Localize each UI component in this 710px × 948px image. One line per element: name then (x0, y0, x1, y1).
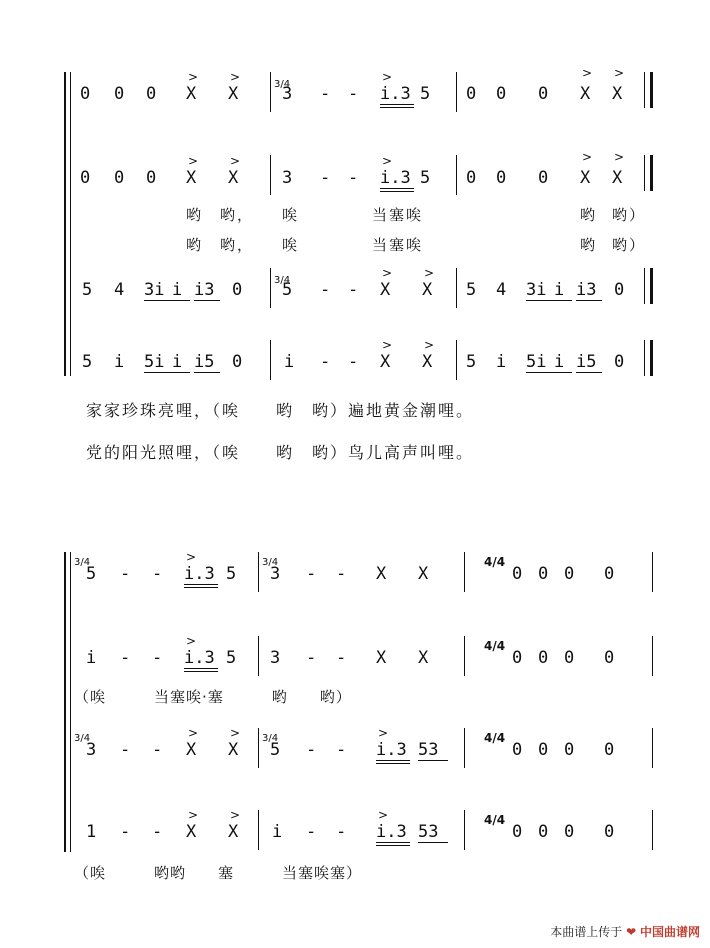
barline (270, 340, 271, 380)
note: 0 (614, 352, 625, 372)
note: - (152, 822, 163, 842)
barline (456, 340, 457, 380)
end-barline (644, 268, 645, 304)
barline (464, 636, 465, 676)
underline (376, 842, 410, 843)
accent-mark: > (188, 726, 199, 740)
time-signature: 4/4 (484, 731, 506, 745)
note: 0 (146, 84, 157, 104)
underline (184, 671, 218, 672)
note: X (418, 564, 429, 584)
lyric-line: （唉 当塞唉·塞 哟 哟） (74, 688, 352, 706)
accent-mark: > (614, 66, 625, 80)
barline (270, 268, 271, 308)
note: - (348, 168, 359, 188)
end-barline-thick (650, 268, 653, 304)
note: X (376, 564, 387, 584)
note: 0 (538, 84, 549, 104)
note: 53 (418, 740, 439, 760)
note: X (228, 168, 239, 188)
lyric-word: 哟， (220, 236, 255, 254)
note: - (348, 84, 359, 104)
barline (652, 636, 653, 676)
note: 0 (604, 564, 615, 584)
note: 1 (86, 822, 97, 842)
underline (376, 760, 410, 761)
note: - (306, 740, 317, 760)
barline (270, 155, 271, 195)
underline (184, 584, 218, 585)
note: - (320, 84, 331, 104)
lyric-word: 哟 (580, 236, 598, 254)
note: 5 (420, 168, 431, 188)
note: 3 (282, 84, 293, 104)
accent-mark: > (582, 150, 593, 164)
underline (380, 104, 414, 105)
note: - (348, 280, 359, 300)
note: X (186, 84, 197, 104)
note: i (272, 822, 283, 842)
end-barline-thick (650, 155, 653, 191)
note: X (422, 352, 433, 372)
footer-credit (550, 923, 700, 940)
lyric-word: 哟 (580, 206, 598, 224)
barline (464, 728, 465, 768)
accent-mark: > (186, 634, 197, 648)
lyric-word: 哟 (186, 206, 204, 224)
system-brace (64, 552, 66, 852)
note: 5 (466, 280, 477, 300)
lyric-word: 唉 (282, 236, 300, 254)
note: 5 (226, 648, 237, 668)
underline (576, 300, 602, 301)
accent-mark: > (424, 338, 435, 352)
accent-mark: > (230, 808, 241, 822)
underline (184, 587, 218, 588)
note: i3 (576, 280, 597, 300)
accent-mark: > (614, 150, 625, 164)
note: X (418, 648, 429, 668)
note: 0 (496, 84, 507, 104)
note: i (172, 352, 183, 372)
note: 0 (538, 564, 549, 584)
accent-mark: > (230, 70, 241, 84)
note: i (554, 280, 565, 300)
note: 5 (226, 564, 237, 584)
note: 4 (114, 280, 125, 300)
note: 0 (604, 822, 615, 842)
lyric-word: 当塞唉 (372, 236, 424, 254)
note: 0 (512, 740, 523, 760)
accent-mark: > (230, 726, 241, 740)
underline (418, 842, 448, 843)
barline (464, 810, 465, 850)
note: - (152, 648, 163, 668)
note: 0 (614, 280, 625, 300)
lyric-word: 哟， (220, 206, 255, 224)
note: X (186, 822, 197, 842)
note: 0 (512, 822, 523, 842)
verse-line: 家家珍珠亮哩，（唉 哟 哟）遍地黄金潮哩。 (86, 401, 475, 420)
end-barline-thick (650, 72, 653, 108)
note: i (86, 648, 97, 668)
note: i5 (576, 352, 597, 372)
note: 5 (82, 280, 93, 300)
note: 0 (512, 648, 523, 668)
underline (380, 107, 414, 108)
note: i.3 (376, 822, 407, 842)
note: - (306, 648, 317, 668)
note: 0 (80, 84, 91, 104)
note: 5 (82, 352, 93, 372)
note: - (152, 564, 163, 584)
note: 0 (232, 280, 243, 300)
system-barline (70, 72, 71, 376)
end-barline (644, 72, 645, 108)
footer-brand[interactable]: 中国曲谱网 (639, 925, 700, 939)
time-signature: 3/4 (74, 733, 91, 744)
barline (652, 810, 653, 850)
note: - (320, 280, 331, 300)
time-signature: 3/4 (262, 733, 279, 744)
note: - (320, 352, 331, 372)
note: i.3 (376, 740, 407, 760)
underline (526, 300, 572, 301)
time-signature: 4/4 (484, 813, 506, 827)
note: X (612, 168, 623, 188)
lyric-word: 唉 (282, 206, 300, 224)
note: 0 (604, 740, 615, 760)
note: X (580, 84, 591, 104)
note: 5i (144, 352, 165, 372)
barline (456, 72, 457, 112)
note: 53 (418, 822, 439, 842)
note: 0 (538, 168, 549, 188)
note: 0 (466, 168, 477, 188)
system-barline (70, 552, 71, 852)
note: i.3 (184, 564, 215, 584)
note: 4 (496, 280, 507, 300)
note: 0 (146, 168, 157, 188)
note: 3i (144, 280, 165, 300)
note: 5 (466, 352, 477, 372)
note: 5 (270, 740, 281, 760)
note: - (120, 740, 131, 760)
time-signature: 3/4 (274, 275, 291, 286)
note: 3 (282, 168, 293, 188)
time-signature: 4/4 (484, 555, 506, 569)
footer-prefix: 本曲谱上传于 (550, 925, 623, 939)
time-signature: 4/4 (484, 639, 506, 653)
note: 3 (86, 740, 97, 760)
note: 5 (282, 280, 293, 300)
accent-mark: > (188, 808, 199, 822)
accent-mark: > (230, 154, 241, 168)
barline (456, 155, 457, 195)
note: 0 (604, 648, 615, 668)
underline (380, 191, 414, 192)
note: 0 (496, 168, 507, 188)
lyric-word: 哟） (612, 206, 647, 224)
barline (258, 552, 259, 592)
note: i (496, 352, 507, 372)
time-signature: 3/4 (262, 557, 279, 568)
underline (380, 188, 414, 189)
verse-line: 党的阳光照哩，（唉 哟 哟）鸟儿高声叫哩。 (86, 443, 475, 462)
underline (376, 763, 410, 764)
accent-mark: > (382, 266, 393, 280)
time-signature: 3/4 (74, 557, 91, 568)
underline (376, 845, 410, 846)
end-barline (644, 155, 645, 191)
lyric-word: 哟） (612, 236, 647, 254)
note: i.3 (380, 84, 411, 104)
note: X (186, 168, 197, 188)
note: - (152, 740, 163, 760)
accent-mark: > (382, 70, 393, 84)
underline (184, 668, 218, 669)
note: - (336, 648, 347, 668)
note: 0 (114, 168, 125, 188)
time-signature: 3/4 (274, 79, 291, 90)
note: X (228, 84, 239, 104)
note: - (120, 822, 131, 842)
note: X (380, 352, 391, 372)
note: 0 (564, 822, 575, 842)
note: X (186, 740, 197, 760)
barline (456, 268, 457, 308)
system-brace (64, 72, 66, 376)
lyric-word: 当塞唉 (372, 206, 424, 224)
note: i (284, 352, 295, 372)
note: - (120, 648, 131, 668)
barline (270, 72, 271, 112)
note: i (172, 280, 183, 300)
barline (258, 810, 259, 850)
note: 0 (466, 84, 477, 104)
note: X (376, 648, 387, 668)
note: - (336, 822, 347, 842)
note: i (114, 352, 125, 372)
underline (194, 300, 220, 301)
note: 0 (564, 740, 575, 760)
accent-mark: > (188, 154, 199, 168)
underline (194, 372, 220, 373)
lyric-word: 哟 (186, 236, 204, 254)
barline (258, 728, 259, 768)
note: - (336, 564, 347, 584)
note: - (120, 564, 131, 584)
underline (526, 372, 572, 373)
underline (576, 372, 602, 373)
barline (258, 636, 259, 676)
note: i (554, 352, 565, 372)
accent-mark: > (186, 550, 197, 564)
note: i.3 (380, 168, 411, 188)
note: 0 (538, 822, 549, 842)
note: X (422, 280, 433, 300)
note: 0 (114, 84, 125, 104)
logo-icon: ❤ (626, 925, 637, 939)
accent-mark: > (382, 338, 393, 352)
note: i3 (194, 280, 215, 300)
barline (652, 552, 653, 592)
note: 0 (512, 564, 523, 584)
note: - (348, 352, 359, 372)
note: 5 (420, 84, 431, 104)
note: - (336, 740, 347, 760)
note: i5 (194, 352, 215, 372)
underline (144, 300, 190, 301)
note: 3i (526, 280, 547, 300)
note: 0 (80, 168, 91, 188)
note: X (580, 168, 591, 188)
accent-mark: > (188, 70, 199, 84)
note: 0 (564, 648, 575, 668)
note: 3 (270, 564, 281, 584)
note: 0 (538, 648, 549, 668)
note: X (380, 280, 391, 300)
note: X (228, 740, 239, 760)
note: - (306, 822, 317, 842)
barline (652, 728, 653, 768)
note: X (228, 822, 239, 842)
end-barline-thick (650, 340, 653, 376)
note: 5i (526, 352, 547, 372)
accent-mark: > (378, 808, 389, 822)
note: 0 (564, 564, 575, 584)
underline (418, 760, 448, 761)
accent-mark: > (582, 66, 593, 80)
note: 3 (270, 648, 281, 668)
barline (464, 552, 465, 592)
accent-mark: > (424, 266, 435, 280)
note: X (612, 84, 623, 104)
accent-mark: > (382, 154, 393, 168)
note: 0 (538, 740, 549, 760)
note: - (306, 564, 317, 584)
note: 5 (86, 564, 97, 584)
accent-mark: > (378, 726, 389, 740)
note: 0 (232, 352, 243, 372)
end-barline (644, 340, 645, 376)
lyric-line: （唉 哟哟 塞 当塞唉塞） (74, 864, 363, 882)
note: i.3 (184, 648, 215, 668)
underline (144, 372, 190, 373)
note: - (320, 168, 331, 188)
